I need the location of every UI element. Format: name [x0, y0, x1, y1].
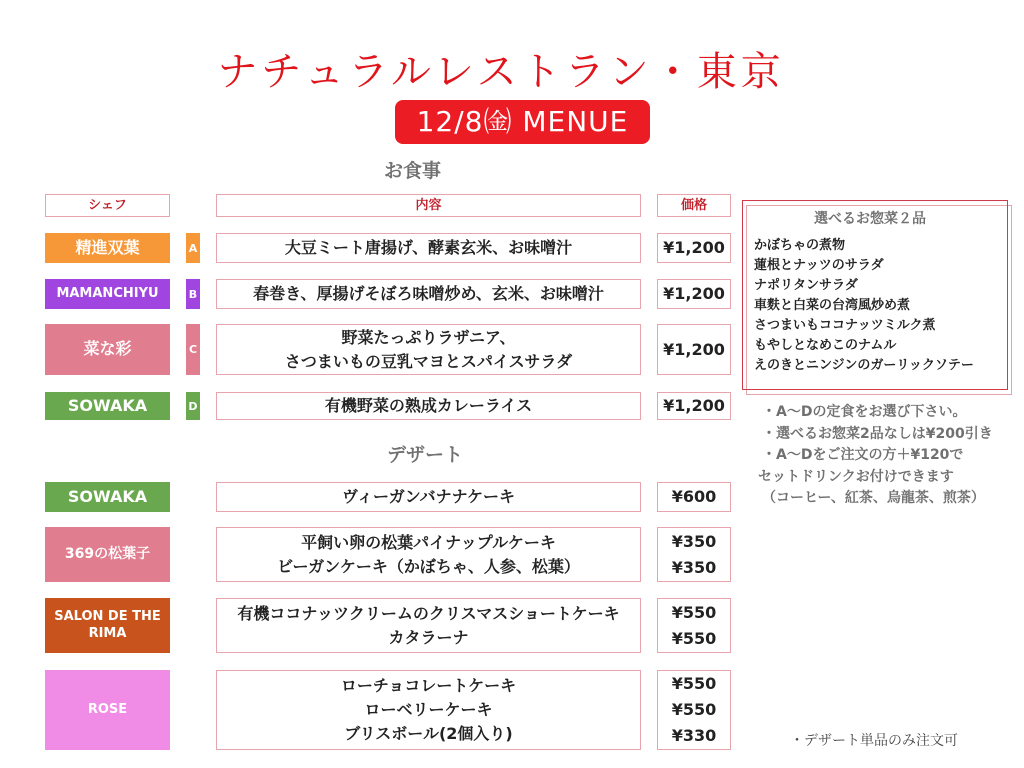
order-notes: [758, 402, 1024, 510]
chef-label: ROSE: [45, 670, 170, 750]
price-text: ¥330: [671, 726, 717, 745]
set-letter-badge: B: [186, 279, 200, 309]
dessert-section-heading: デザート: [387, 444, 464, 466]
set-letter-badge: C: [186, 324, 200, 375]
dessert-item-line: ヴィーガンバナナケーキ: [342, 487, 515, 506]
side-dish-item: かぼちゃの煮物: [754, 238, 846, 253]
chef-label: SOWAKA: [45, 392, 170, 420]
dessert-item-line: ブリスボール(2個入り): [344, 724, 513, 743]
meal-section-heading: お食事: [384, 160, 442, 182]
meal-price: [657, 392, 731, 420]
side-dish-title: 選べるお惣菜２品: [814, 211, 926, 227]
meal-content: [216, 392, 641, 420]
price-text: ¥600: [671, 487, 717, 506]
order-note: ・A～Dの定食をお選び下さい。: [762, 404, 967, 420]
meal-content: [216, 279, 641, 309]
price-text: ¥550: [671, 700, 717, 719]
column-header-chef: シェフ: [45, 194, 170, 217]
dessert-item-line: ローベリーケーキ: [364, 700, 493, 719]
side-dish-item: 蓮根とナッツのサラダ: [754, 258, 884, 273]
price-text: ¥350: [671, 531, 717, 551]
chef-label: 精進双葉: [45, 233, 170, 263]
order-note: ・選べるお惣菜2品なしは¥200引き: [762, 425, 993, 442]
meal-item-line: 春巻き、厚揚げそぼろ味噌炒め、玄米、お味噌汁: [253, 284, 604, 303]
meal-item-line: さつまいもの豆乳マヨとスパイスサラダ: [284, 351, 573, 371]
order-note: ・A～Dをご注文の方＋¥120で: [762, 447, 964, 463]
price-text: ¥1,200: [663, 238, 725, 257]
price-text: ¥350: [671, 557, 717, 577]
price-text: ¥1,200: [663, 284, 725, 303]
price-text: ¥550: [671, 674, 717, 693]
dessert-content: [216, 598, 641, 653]
meal-content: [216, 324, 641, 375]
meal-item-line: 大豆ミート唐揚げ、酵素玄米、お味噌汁: [284, 238, 573, 257]
meal-item-line: 有機野菜の熟成カレーライス: [324, 396, 533, 415]
dessert-item-line: ビーガンケーキ（かぼちゃ、人参、松葉）: [277, 556, 580, 576]
meal-price: [657, 324, 731, 375]
chef-label: SALON DE THE RIMA: [45, 598, 170, 653]
meal-price: [657, 233, 731, 263]
dessert-item-line: 平飼い卵の松葉パイナップルケーキ: [301, 532, 556, 552]
dessert-price: [657, 598, 731, 653]
order-note: セットドリンクお付けできます: [758, 468, 954, 485]
price-text: ¥1,200: [663, 396, 725, 415]
side-dish-list: [754, 236, 1008, 376]
set-letter-badge: D: [186, 392, 200, 420]
dessert-price: [657, 670, 731, 750]
dessert-content: [216, 527, 641, 582]
order-note: （コーヒー、紅茶、烏龍茶、煎茶）: [762, 490, 985, 506]
dessert-item-line: 有機ココナッツクリームのクリスマスショートケーキ: [237, 603, 620, 623]
side-dish-item: ナポリタンサラダ: [754, 278, 858, 293]
chef-label: 369の松葉子: [45, 527, 170, 582]
price-text: ¥1,200: [663, 339, 725, 359]
price-text: ¥550: [671, 602, 717, 622]
dessert-content: [216, 482, 641, 512]
menu-date-badge: 12/8㈮ MENUE: [395, 100, 650, 144]
column-header-price: 価格: [657, 194, 731, 217]
dessert-price: [657, 527, 731, 582]
restaurant-title: ナチュラルレストラン・東京: [217, 49, 785, 95]
dessert-content: [216, 670, 641, 750]
price-text: ¥550: [671, 628, 717, 648]
chef-label: MAMANCHIYU: [45, 279, 170, 309]
column-header-content: 内容: [216, 194, 641, 217]
side-dish-item: えのきとニンジンのガーリックソテー: [754, 358, 974, 373]
meal-content: [216, 233, 641, 263]
chef-label: 菜な彩: [45, 324, 170, 375]
side-dish-item: さつまいもココナッツミルク煮: [754, 318, 936, 333]
side-dish-item: もやしとなめこのナムル: [754, 338, 897, 353]
dessert-item-line: カタラーナ: [388, 627, 469, 647]
set-letter-badge: A: [186, 233, 200, 263]
meal-price: [657, 279, 731, 309]
chef-label: SOWAKA: [45, 482, 170, 512]
dessert-item-line: ローチョコレートケーキ: [340, 676, 517, 695]
dessert-footnote: ・デザート単品のみ注文可: [790, 733, 958, 749]
dessert-price: [657, 482, 731, 512]
meal-item-line: 野菜たっぷりラザニア、: [341, 327, 516, 347]
side-dish-item: 車麩と白菜の台湾風炒め煮: [754, 298, 911, 313]
